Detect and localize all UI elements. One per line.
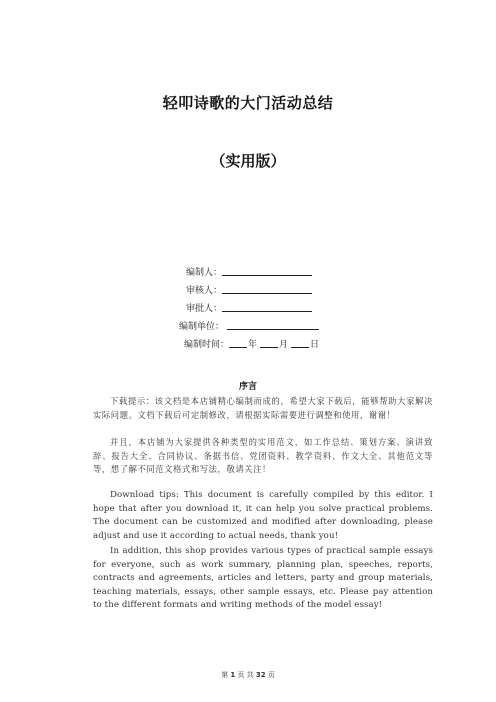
year-blank-line [229, 347, 247, 348]
preface-paragraph-4: In addition, this shop provides various types of practical sample essays for everyone, such as work summary, planning plan, speeches, reports, contracts and agreements, articles and letters, party and group materials, teaching materials, essays, other sample essays, etc. Please pay attention to the different formats and writing methods of the model essay! [93, 546, 433, 611]
time-label: 编制时间： [183, 340, 229, 350]
footer-prefix: 第 [221, 671, 229, 679]
document-meta [0, 262, 496, 352]
footer-total-pages: 32 [255, 671, 266, 679]
meta-editor [0, 262, 496, 278]
editor-label: 编制人： [185, 268, 222, 278]
year-label: 年 [248, 340, 258, 350]
page-footer [0, 670, 496, 680]
editor-blank-line [222, 275, 312, 276]
month-blank-line [260, 347, 278, 348]
approver-blank-line [222, 311, 312, 312]
day-label: 日 [310, 340, 320, 350]
approver-label: 审批人： [185, 304, 222, 314]
preface-paragraph-1: 下载提示：该文档是本店铺精心编制而成的，希望大家下载后，能够帮助大家解决实际问题。文档下载后可定制修改，请根据实际需要进行调整和使用，谢谢！ [93, 396, 433, 420]
document-subtitle: （实用版） [210, 152, 286, 170]
meta-reviewer [0, 280, 496, 296]
meta-approver [0, 298, 496, 314]
footer-page-number: 1 [230, 671, 236, 679]
reviewer-label: 审核人： [185, 286, 222, 296]
unit-blank-line [227, 329, 319, 330]
reviewer-blank-line [222, 293, 312, 294]
footer-suffix: 页 [267, 671, 275, 679]
day-blank-line [291, 347, 309, 348]
meta-unit [0, 316, 496, 332]
document-title: 轻叩诗歌的大门活动总结 [162, 94, 334, 112]
preface-title: 序言 [238, 382, 257, 392]
preface-paragraph-2: 并且，本店铺为大家提供各种类型的实用范文，如工作总结、策划方案、演讲致辞、报告大全、合同协议、条据书信、党团资料、教学资料、作文大全、其他范文等等，想了解不同范文格式和写法，敬请关注！ [93, 437, 433, 475]
footer-middle: 页 共 [237, 671, 254, 679]
meta-time [0, 334, 496, 350]
month-label: 月 [279, 340, 289, 350]
unit-label: 编制单位： [178, 322, 224, 332]
preface-paragraph-3: Download tips: This document is carefully compiled by this editor. I hope that after you download it, it can help you solve practical problems. The document can be customized and modified after downloading, please adjust and use it according to actual needs, thank you! [93, 490, 433, 541]
